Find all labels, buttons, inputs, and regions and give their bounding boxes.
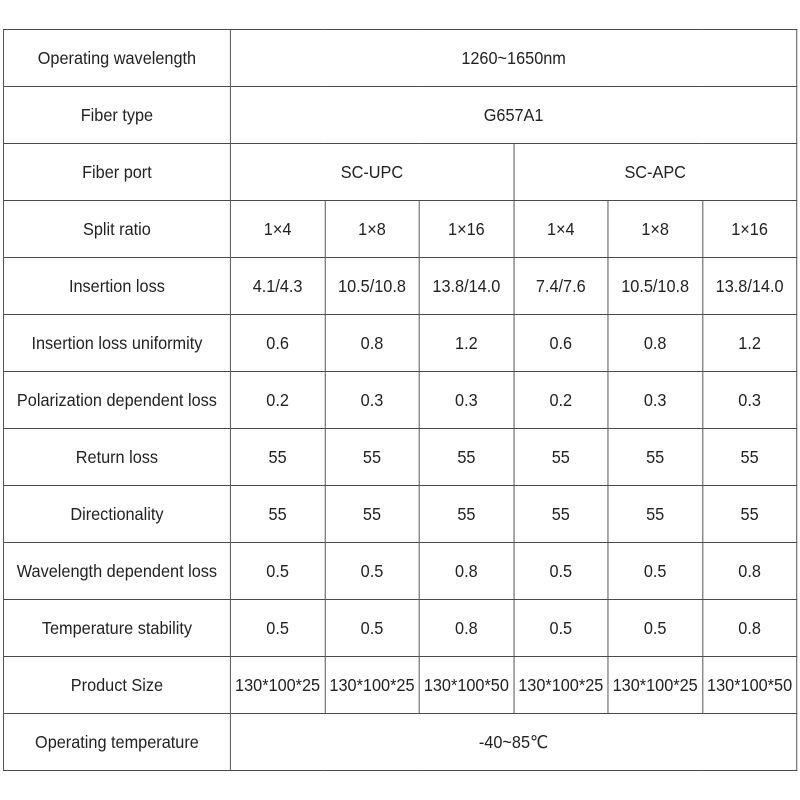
- row-label: Return loss: [3, 429, 230, 486]
- row-polarization-dependent-loss: [3, 372, 796, 429]
- table-cell: 55: [325, 486, 419, 543]
- row-label: Product Size: [3, 657, 230, 714]
- row-insertion-loss: [3, 258, 796, 315]
- operating-temperature-value: -40~85℃: [230, 714, 796, 771]
- row-product-size: [3, 657, 796, 714]
- table-cell: 130*100*25: [514, 657, 608, 714]
- table-cell: 55: [419, 429, 513, 486]
- table-cell: 0.3: [419, 372, 513, 429]
- table-cell: 0.5: [325, 543, 419, 600]
- table-cell: 0.8: [608, 315, 702, 372]
- table-cell: 55: [230, 429, 324, 486]
- table-cell: 1×4: [230, 201, 324, 258]
- table-cell: 55: [419, 486, 513, 543]
- table-cell: 0.8: [325, 315, 419, 372]
- row-label: Operating temperature: [3, 714, 230, 771]
- table-cell: 130*100*25: [325, 657, 419, 714]
- table-cell: 1×4: [514, 201, 608, 258]
- row-directionality: [3, 486, 796, 543]
- row-operating-temperature: [3, 714, 796, 771]
- table-cell: 55: [514, 486, 608, 543]
- row-label: Directionality: [3, 486, 230, 543]
- table-cell: 0.5: [514, 600, 608, 657]
- table-cell: 55: [514, 429, 608, 486]
- table-cell: 1×16: [419, 201, 513, 258]
- row-label: Fiber port: [3, 144, 230, 201]
- table-cell: 55: [702, 429, 796, 486]
- operating-wavelength-value: 1260~1650nm: [230, 30, 796, 87]
- table-cell: 0.8: [419, 600, 513, 657]
- table-cell: 55: [230, 486, 324, 543]
- table-cell: 1×8: [325, 201, 419, 258]
- table-cell: 130*100*50: [702, 657, 796, 714]
- row-label: Polarization dependent loss: [3, 372, 230, 429]
- table-cell: 0.5: [608, 600, 702, 657]
- table-cell: 1.2: [419, 315, 513, 372]
- table-cell: 1×16: [702, 201, 796, 258]
- row-label: Wavelength dependent loss: [3, 543, 230, 600]
- table-cell: 0.6: [514, 315, 608, 372]
- table-cell: 55: [702, 486, 796, 543]
- table-cell: 130*100*25: [608, 657, 702, 714]
- row-label: Split ratio: [3, 201, 230, 258]
- table-cell: 55: [608, 429, 702, 486]
- table-cell: 10.5/10.8: [608, 258, 702, 315]
- table-cell: 4.1/4.3: [230, 258, 324, 315]
- table-cell: 13.8/14.0: [419, 258, 513, 315]
- row-operating-wavelength: [3, 30, 796, 87]
- row-label: Temperature stability: [3, 600, 230, 657]
- table-cell: 13.8/14.0: [702, 258, 796, 315]
- table-cell: 0.5: [230, 600, 324, 657]
- row-return-loss: [3, 429, 796, 486]
- table-cell: 0.8: [702, 543, 796, 600]
- table-cell: 0.5: [325, 600, 419, 657]
- table-cell: 0.5: [608, 543, 702, 600]
- row-label: Operating wavelength: [3, 30, 230, 87]
- table-cell: 0.6: [230, 315, 324, 372]
- table-cell: 0.8: [702, 600, 796, 657]
- table-cell: 0.5: [230, 543, 324, 600]
- table-cell: 0.3: [702, 372, 796, 429]
- table-cell: 0.3: [608, 372, 702, 429]
- table-cell: 0.2: [230, 372, 324, 429]
- fiber-port-apc: SC-APC: [514, 144, 797, 201]
- row-insertion-loss-uniformity: [3, 315, 796, 372]
- row-temperature-stability: [3, 600, 796, 657]
- table-cell: 0.5: [514, 543, 608, 600]
- spec-table: [3, 29, 797, 771]
- table-cell: 130*100*25: [230, 657, 324, 714]
- row-label: Fiber type: [3, 87, 230, 144]
- row-wavelength-dependent-loss: [3, 543, 796, 600]
- table-cell: 130*100*50: [419, 657, 513, 714]
- table-cell: 55: [608, 486, 702, 543]
- table-cell: 0.2: [514, 372, 608, 429]
- row-fiber-port: [3, 144, 796, 201]
- row-split-ratio: [3, 201, 796, 258]
- row-fiber-type: [3, 87, 796, 144]
- table-cell: 10.5/10.8: [325, 258, 419, 315]
- table-cell: 55: [325, 429, 419, 486]
- table-cell: 0.3: [325, 372, 419, 429]
- table-cell: 7.4/7.6: [514, 258, 608, 315]
- row-label: Insertion loss uniformity: [3, 315, 230, 372]
- fiber-type-value: G657A1: [230, 87, 796, 144]
- table-cell: 1.2: [702, 315, 796, 372]
- table-cell: 1×8: [608, 201, 702, 258]
- fiber-port-upc: SC-UPC: [230, 144, 513, 201]
- row-label: Insertion loss: [3, 258, 230, 315]
- table-cell: 0.8: [419, 543, 513, 600]
